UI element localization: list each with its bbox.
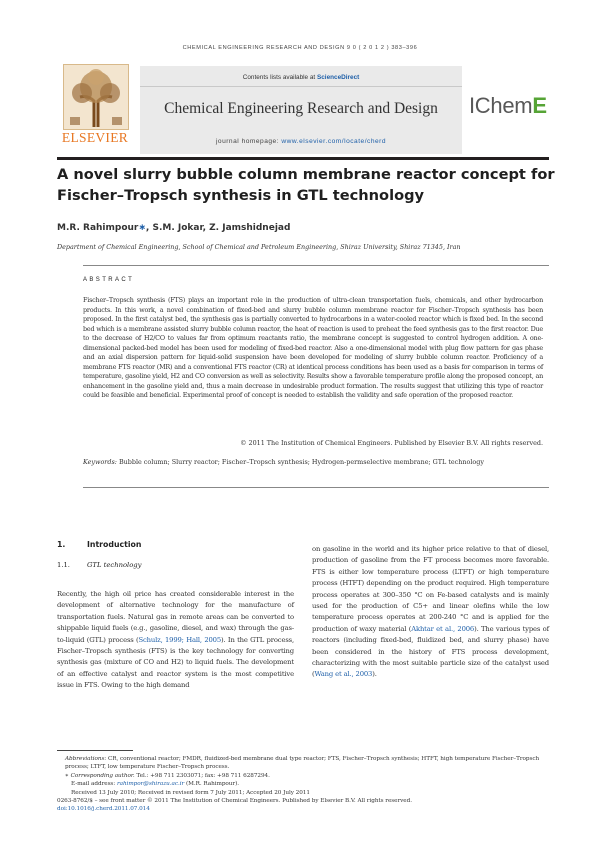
- footnote-rule: [57, 750, 133, 751]
- email-footnote: E-mail address: rahimpor@shirazu.ac.ir (M.R. Rahimpour).: [71, 781, 240, 788]
- corresponding-author-footnote: ∗ Corresponding author. Tel.: +98 711 2303071; fax: +98 711 6287294.: [65, 772, 270, 779]
- abstract-heading: ABSTRACT: [83, 277, 135, 283]
- citation-link[interactable]: Akhtar et al., 2006: [411, 624, 475, 633]
- elsevier-tree-icon: [63, 64, 129, 130]
- sciencedirect-link[interactable]: ScienceDirect: [316, 74, 360, 81]
- section-heading: 1. Introduction: [57, 540, 142, 549]
- abbreviations-footnote: Abbreviations: CR, conventional reactor; FMDR, fluidized-bed membrane dual type reactor; FTS, Fischer–Tropsch synthesis; HTFT, high temperature Fischer–Tropsch process; LTFT, low temperature Fischer–Tropsch process.: [65, 756, 540, 771]
- article-title: A novel slurry bubble column membrane reactor concept for Fischer–Tropsch synthesis in GTL technology: [57, 166, 555, 204]
- contents-line: Contents lists available at ScienceDirect: [242, 74, 360, 81]
- journal-title: Chemical Engineering Research and Design: [164, 100, 438, 117]
- contents-divider: [140, 86, 462, 87]
- elsevier-wordmark: ELSEVIER: [61, 130, 129, 145]
- body-text-right-column: on gasoline in the world and its higher price relative to that of diesel, production of gasoline from the FT process becomes more favorable. FTS is either low temperature process (LTFT) or high temperature process (HTFT) depending on the product required. High temperature process operates at 300–350 °C on Fe-based catalysts and is mainly used for the production of C5+ and linear olefins while the low temperature process operates at 200-240 °C and is applied for the production of waxy material (Akhtar et al., 2006). The various types of reactors (including fixed-bed, fluidized bed, and slurry phase) have been considered in the history of FTS process development, characterizing with the most suitable particle size of the catalyst used (Wang et al., 2003).: [312, 545, 549, 679]
- subsection-heading: 1.1. GTL technology: [57, 561, 142, 569]
- elsevier-logo: [57, 60, 133, 150]
- issn-line: 0263-8762/$ – see front matter © 2011 The Institution of Chemical Engineers. Published by Elsevier B.V. All rights reserved.: [57, 798, 412, 805]
- abstract-top-rule: [83, 265, 549, 266]
- footnotes: [57, 755, 552, 814]
- copyright-notice: © 2011 The Institution of Chemical Engineers. Published by Elsevier B.V. All rights reserved.: [240, 439, 543, 447]
- abstract-text: Fischer–Tropsch synthesis (FTS) plays an important role in the production of ultra-clean transportation fuels, chemicals, and other hydrocarbon products. In this work, a novel combination of fixed-bed and slurry bubble column membrane reactor for Fischer–Tropsch synthesis has been proposed. In the first catalyst bed, the synthesis gas is partially converted to hydrocarbons in a water-cooled reactor which is fixed bed. In the second bed which is a membrane assisted slurry bubble column reactor, the heat of reaction is used to preheat the feed synthesis gas to the first reactor. Due to the decrease of H2/CO to values far from optimum reactants ratio, the membrane concept is suggested to control hydrogen addition. A one-dimensional packed-bed model has been used for modeling of fixed-bed reactor. Also a one-dimensional model with plug flow pattern for gas phase and an axial dispersion pattern for liquid-solid suspension have been developed for modeling of slurry bubble column reactor. Proficiency of a membrane FTS reactor (MR) and a conventional FTS reactor (CR) at identical process conditions has been used as a basis for comparison in terms of temperature, gasoline yield, H2 and CO conversion as well as selectivity. Results show a favorable temperature profile along the proposed concept, an enhancement in the gasoline yield and, thus a main decrease in undesirable product formation. The results suggest that utilizing this type of reactor could be feasible and beneficial. Experimental proof of concept is needed to establish the validity and safe operation of the proposed reactor.: [83, 296, 543, 399]
- received-dates: Received 13 July 2010; Received in revised form 7 July 2011; Accepted 20 July 2011: [71, 789, 310, 796]
- journal-homepage: journal homepage: www.elsevier.com/locate/cherd: [215, 138, 387, 145]
- running-head: CHEMICAL ENGINEERING RESEARCH AND DESIGN 9 0 ( 2 0 1 2 ) 383–396: [182, 45, 418, 51]
- journal-homepage-link[interactable]: www.elsevier.com/locate/cherd: [281, 138, 387, 145]
- author-list: M.R. Rahimpour∗, S.M. Jokar, Z. Jamshidnejad: [57, 223, 291, 233]
- email-link[interactable]: rahimpor@shirazu.ac.ir: [116, 781, 185, 788]
- masthead-divider: [57, 157, 549, 160]
- corresponding-author-marker[interactable]: ∗: [138, 223, 146, 233]
- citation-link[interactable]: Schulz, 1999; Hall, 2005: [138, 635, 222, 644]
- abstract-bottom-rule: [83, 487, 549, 488]
- citation-link[interactable]: Wang et al., 2003: [314, 670, 373, 679]
- doi-link[interactable]: doi:10.1016/j.cherd.2011.07.014: [57, 806, 150, 813]
- keywords: Keywords: Bubble column; Slurry reactor; Fischer–Tropsch synthesis; Hydrogen-permselective membrane; GTL technology: [83, 458, 484, 466]
- affiliation: Department of Chemical Engineering, School of Chemical and Petroleum Engineering, Shiraz University, Shiraz 71345, Iran: [57, 243, 461, 251]
- body-text-left-column: Recently, the high oil price has created considerable interest in the development of alternative technology for the manufacture of transportation fuels. Natural gas in remote areas can be converted to shippable liquid fuels (e.g., gasoline, diesel, and wax) through the gas-to-liquid (GTL) process (Schulz, 1999; Hall, 2005). In the GTL process, Fischer–Tropsch synthesis (FTS) is the key technology for converting synthesis gas (mixture of CO and H2) to liquid fuels. The development of an effective catalyst and reactor system is the most competitive issue in FTS. Owing to the high demand: [57, 590, 295, 690]
- icheme-logo: IChemE: [469, 93, 547, 118]
